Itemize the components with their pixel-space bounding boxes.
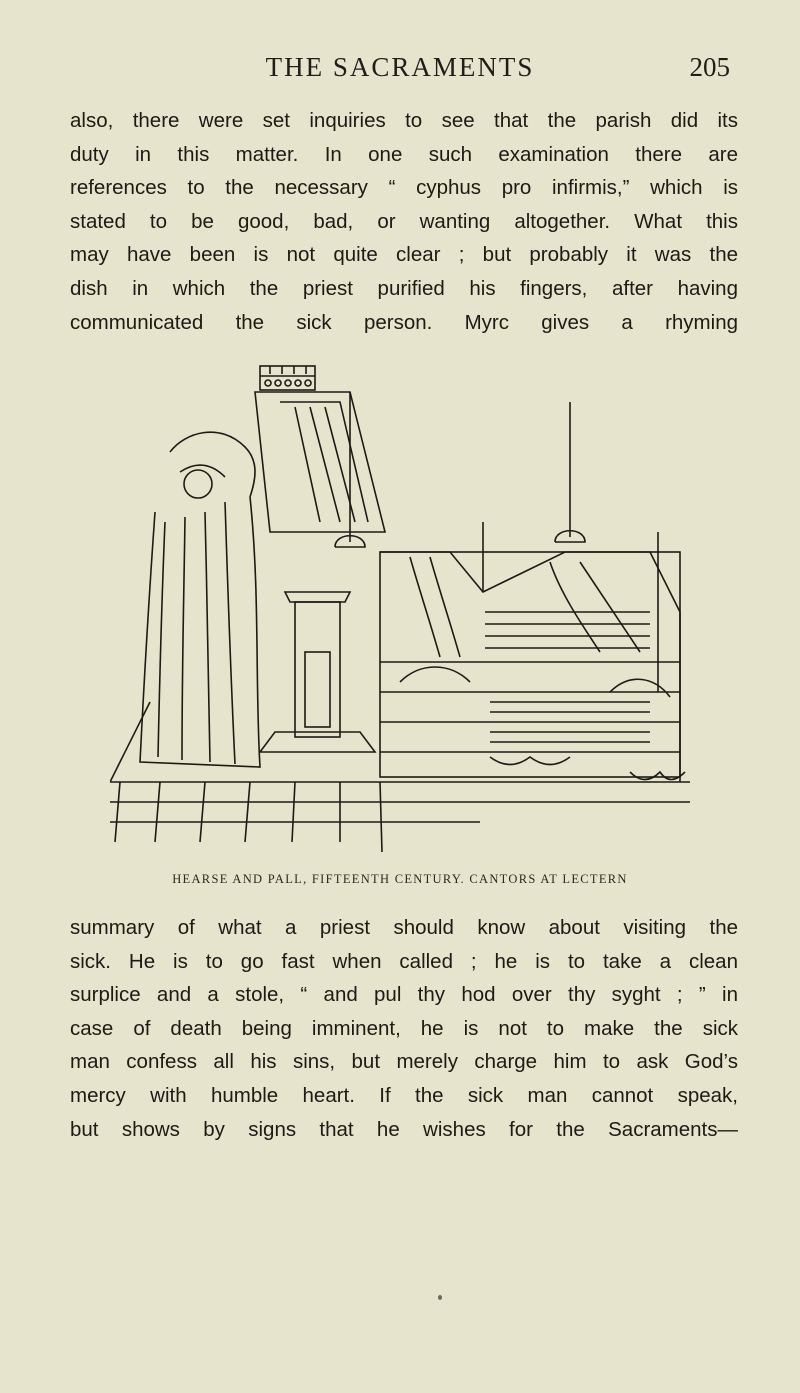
- text-line: but shows by signs that he wishes for the Sacraments—: [70, 1117, 738, 1141]
- running-head: [0, 52, 800, 92]
- text-line: also, there were set inquiries to see that the parish did its: [70, 109, 738, 132]
- hearse-and-pall-illustration: [110, 362, 690, 852]
- text-line: case of death being imminent, he is not to make the sick: [70, 1016, 738, 1040]
- paragraph-top: [70, 104, 738, 339]
- running-title: THE SACRAMENTS: [265, 52, 535, 82]
- text-line: duty in this matter. In one such examination there are: [70, 142, 738, 166]
- text-line: man confess all his sins, but merely charge him to ask God’s: [70, 1050, 738, 1074]
- text-line: mercy with humble heart. If the sick man cannot speak,: [70, 1083, 738, 1107]
- text-line: stated to be good, bad, or wanting altogether. What this: [70, 209, 738, 233]
- text-line: sick. He is to go fast when called ; he is to take a clean: [70, 949, 738, 973]
- ink-speck: [438, 1295, 442, 1300]
- text-line: dish in which the priest purified his fingers, after having: [70, 276, 738, 300]
- text-line: surplice and a stole, “ and pul thy hod over thy syght ; ” in: [70, 983, 738, 1007]
- text-line: communicated the sick person. Myrc gives a rhyming: [70, 310, 738, 334]
- text-line: summary of what a priest should know about visiting the: [70, 916, 738, 939]
- text-line: references to the necessary “ cyphus pro infirmis,” which is: [70, 176, 738, 200]
- figure-caption: HEARSE AND PALL, FIFTEENTH CENTURY. CANTORS AT LECTERN: [172, 872, 628, 886]
- text-line: may have been is not quite clear ; but probably it was the: [70, 243, 738, 267]
- paragraph-bottom: [70, 911, 738, 1146]
- page-number: 205: [689, 52, 730, 82]
